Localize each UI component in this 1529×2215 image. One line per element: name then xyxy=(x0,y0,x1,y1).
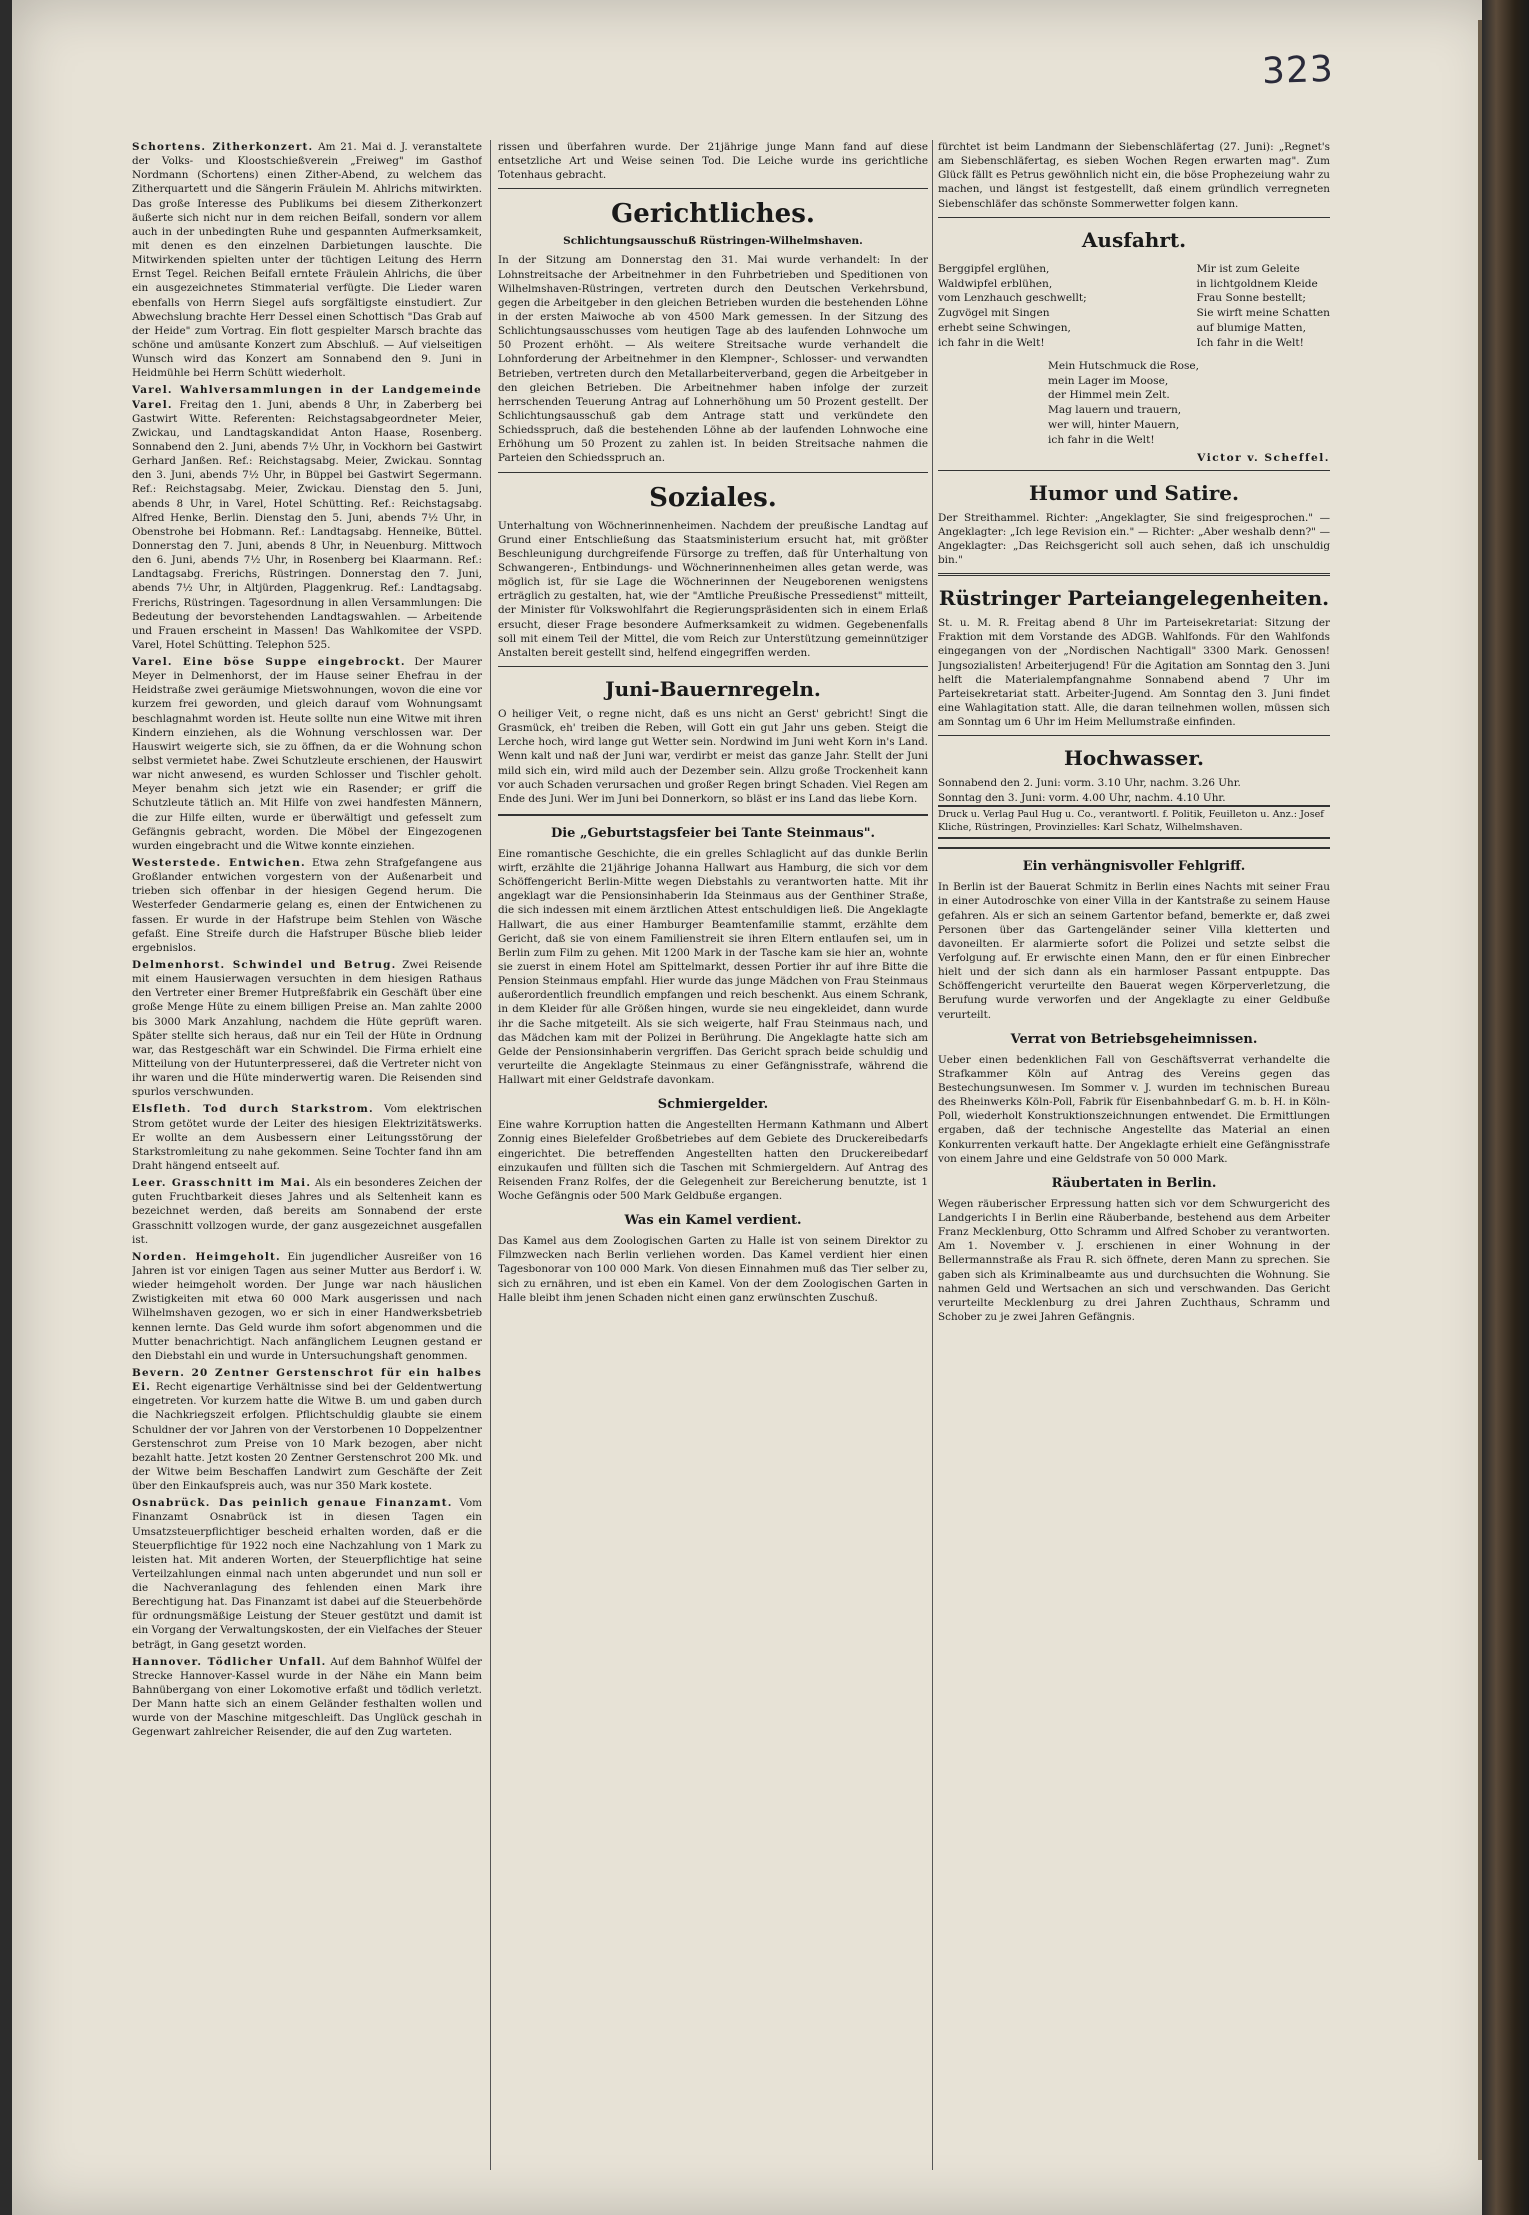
poem-line: auf blumige Matten, xyxy=(1196,322,1306,335)
poem-line: erhebt seine Schwingen, xyxy=(938,322,1071,335)
article-norden xyxy=(132,1250,482,1363)
article-heading: Westerstede. Entwichen. xyxy=(132,857,306,870)
poem-stanza xyxy=(938,262,1087,351)
article-text: Am 21. Mai d. J. veranstaltete der Volks- und Kloostschießverein „Freiweg" im Gasthof Nordmann (Schortens) einen Zither-Abend, zu welchem das Zitherquartett und die Sängerin Fräulein M. Ahlrichs mitwirkten. Das große Interesse des Publikums bei diesem Zitherkonzert äußerte sich nicht nur in dem reichen Beifall, sondern vor allem auch in der unbedingten Ruhe und gespannten Aufmerksamkeit, mit denen es den einzelnen Darbietungen lauschte. Die Mitwirkenden spielten unter der tüchtigen Leitung des Herrn Ernst Tegel. Reichen Beifall erntete Fräulein Ahlrichs, die über ein ausgezeichnetes Stimmaterial verfügte. Die Lieder waren ebenfalls von Herrn Siegel aufs sorgfältigste einstudiert. Zur Abwechslung brachte Herr Dessel einen Schottisch "Das Grab auf der Heide" zum Vortrag. Ein flott gespielter Marsch brachte das schöne und amüsante Konzert zum Abschluß. — Auf vielseitigen Wunsch wird das Konzert am Sonnabend den 9. Juni in Heidmühle bei Herrn Schütt wiederholt. xyxy=(132,141,482,380)
article-osnabrueck xyxy=(132,1496,482,1652)
divider xyxy=(938,847,1330,849)
article-heading-kamel: Was ein Kamel verdient. xyxy=(624,1213,802,1229)
article-heading: Hannover. Tödlicher Unfall. xyxy=(132,1655,327,1668)
book-spine xyxy=(1482,0,1529,2215)
poem-line: Sie wirft meine Schatten xyxy=(1196,307,1330,320)
article-heading: Elsfleth. Tod durch Starkstrom. xyxy=(132,1103,374,1116)
article-heading: Varel. Eine böse Suppe eingebrockt. xyxy=(132,656,406,669)
poem-author: Victor v. Scheffel. xyxy=(1197,451,1330,464)
divider xyxy=(938,573,1330,576)
article-body: O heiliger Veit, o regne nicht, daß es uns nicht an Gerst' gebricht! Singt die Grasmück, eh' treiben die Reben, will Gott ein gut Jahr uns geben. Steigt die Lerche hoch, wird lange gut Wetter sein. Nordwind im Juni weht Korn in's Land. Wenn kalt und naß der Juni war, verdirbt er meist das ganze Jahr. Stellt der Juni mild sich ein, wird mild auch der Dezember sein. Allzu große Trockenheit kann vor auch Schaden verursachen und großer Regen bringt Schaden. Viel Regen am Ende des Juni. Wer im Juni bei Donnerkorn, so bläst er ins Land das liebe Korn. xyxy=(498,707,928,805)
section-heading-juni: Juni-Bauernregeln. xyxy=(605,676,821,701)
article-heading-raeuber: Räubertaten in Berlin. xyxy=(1051,1175,1217,1191)
article-text: Vom Finanzamt Osnabrück ist in diesen Tagen ein Umsatzsteuerpflichtiger bescheid erhalten worden, daß er die Steuerpflichtige für 1922 noch eine Nachzahlung von 1 Mark zu leisten hat. Mit anderen Worten, der Steuerpflichtige hat seine Verteilzahlungen einmal nach unten abgerundet und nun soll er die Nachveranlagung des fehlenden einen Mark ihre Berechtigung hat. Das Finanzamt ist dabei auf die Steuerbehörde für ordnungsmäßige Leistung der Steuer gestützt und damit ist ein Vorgang der Verwaltungskosten, der ein Vielfaches der Steuer beträgt, in Gang gesetzt worden. xyxy=(132,1497,482,1651)
poem-line: mein Lager im Moose, xyxy=(1048,374,1169,387)
divider xyxy=(498,472,928,473)
column-right xyxy=(938,140,1330,2180)
article-text: Vom elektrischen Strom getötet wurde der Leiter des hiesigen Elektrizitätswerks. Er wollte an dem Ausbessern einer Leitungsstörung der Starkstromleitung zu nahe gekommen. Seine Tochter fand ihn am Draht hängend entseelt auf. xyxy=(132,1103,482,1172)
article-body: Der Streithammel. Richter: „Angeklagter, Sie sind freigesprochen." — Angeklagter: „Ich lege Revision ein." — Richter: „Aber weshalb denn?" — Angeklagter: „Das Reichsgericht soll auch sehen, daß ich unschuldig bin." xyxy=(938,511,1330,567)
article-heading-schmiergelder: Schmiergelder. xyxy=(657,1097,769,1113)
article-body: In der Sitzung am Donnerstag den 31. Mai wurde verhandelt: In der Lohnstreitsache der Arbeitnehmer in den Fuhrbetrieben und Speditionen von Wilhelmshaven-Rüstringen, vertreten durch den Deutschen Verkehrsbund, gegen die Arbeitgeber in den gleichen Betrieben wurden die bestehenden Löhne in der ersten Maiwoche ab von 4500 Mark gemessen. In der Sitzung des Schlichtungsausschusses vom heutigen Tage ab des laufenden Lohnwoche um 50 Prozent erhöht. — Als weitere Streitsache wurde verhandelt die Lohnforderung der Arbeitnehmer in den Klempner-, Schlosser- und verwandten Betrieben, vertreten durch den Metallarbeiterverband, gegen die Arbeitgeber in den gleichen Betrieben. Die Arbeitnehmer haben infolge der zurzeit herrschenden Teuerung Antrag auf Lohnerhöhung um 50 Prozent gestellt. Der Schlichtungsausschuß gab dem Antrage statt und verkündete den Schiedsspruch, daß die bestehenden Löhne ab der laufenden Lohnwoche eine Erhöhung um 50 Prozent zu zahlen ist. In beiden Streitsache nahmen die Parteien den Schiedsspruch an. xyxy=(498,254,928,465)
poem-line: ich fahr in die Welt! xyxy=(938,336,1045,349)
column-rule xyxy=(490,140,491,2170)
page-number: 323 xyxy=(1261,48,1335,93)
article-leer xyxy=(132,1176,482,1247)
article-text: Freitag den 1. Juni, abends 8 Uhr, in Zaberberg bei Gastwirt Witte. Referenten: Reichstagsabgeordneter Meier, Zwickau, und Landtagskandidat Anton Haase, Rosenberg. Sonnabend den 2. Juni, abends 7½ Uhr, in Vockhorn bei Gastwirt Gerhard Janßen. Ref.: Reichstagsabg. Meier, Zwickau. Sonntag den 3. Juni, abends 7½ Uhr, in Büppel bei Gastwirt Segermann. Ref.: Reichstagsabg. Meier, Zwickau. Dienstag den 5. Juni, abends 8 Uhr, in Varel, Hotel Schütting. Ref.: Reichstagsabg. Alfred Henke, Berlin. Dienstag den 5. Juni, abends 7½ Uhr, in Obenstrohe bei Hobmann. Ref.: Landtagsabg. Henneike, Büttel. Donnerstag den 7. Juni, abends 8 Uhr, in Neuenburg. Mittwoch den 6. Juni, abends 7½ Uhr, in Rosenberg bei Klaarmann. Ref.: Landtagsabg. Frerichs, Rüstringen. Donnerstag den 7. Juni, abends 7½ Uhr, in Altjürden, Plaggenkrug. Ref.: Landtagsabg. Frerichs, Rüstringen. Tagesordnung in allen Versammlungen: Die Bedeutung der bevorstehenden Landtagswahlen. — Arbeitende und Frauen erscheint in Massen! Das Wahlkomitee der VSPD. Varel, Hotel Schütting. Telephon 525. xyxy=(132,398,482,651)
column-left xyxy=(132,140,482,2180)
poem-line: Mir ist zum Geleite xyxy=(1196,262,1300,275)
article-body: Eine romantische Geschichte, die ein grelles Schlaglicht auf das dunkle Berlin wirft, erzählte die 21jährige Johanna Hallwart aus Hamburg, die sich vor dem Schöffengericht Berlin-Mitte wegen Diebstahls zu verantworten hatte. Mit ihr angeklagt war die Pensionsinhaberin Ida Steinmaus aus der Genthiner Straße, die sich indessen mit einem ärztlichen Attest entschuldigen ließ. Die Angeklagte Hallwart, die aus einer Hamburger Beamtenfamilie stammt, erzählte dem Gericht, daß sie von einem Familienstreit sie ihren Eltern entlaufen sei, um in Berlin zum Film zu gehen. Mit 1200 Mark in der Tasche kam sie hier an, wohnte sie zuerst in einem Hotel am Spittelmarkt, dessen Portier ihr auf ihre Bitte die Pension Steinmaus empfahl. Hier wurde das junge Mädchen von Frau Steinmaus außerordentlich freundlich empfangen und reich beschenkt. Aus einem Schrank, in dem Kleider für alle Größen hingen, wurde sie neu eingekleidet, dann wurde ihr die Sache mitgeteilt. Als sie sich weigerte, half Frau Steinmaus nach, und das Mädchen kam mit der Polizei in Berührung. Die Angeklagte hatte sich am Gelde der Pensionsinhaberin vergriffen. Das Gericht sprach beide schuldig und verurteilte die Angeklagte Steinmaus zu einer Gefängnisstrafe, während die Hallwart mit einer Geldstrafe davonkam. xyxy=(498,847,928,1087)
poem-line: Mein Hutschmuck die Rose, xyxy=(1048,359,1200,372)
article-list xyxy=(132,140,482,1740)
section-heading-gericht: Gerichtliches. xyxy=(611,199,815,230)
poem-line: Waldwipfel erblühen, xyxy=(938,277,1053,290)
article-text: Auf dem Bahnhof Wülfel der Strecke Hannover-Kassel wurde in der Nähe ein Mann beim Bahnübergang von einer Lokomotive erfaßt und tödlich verletzt. Der Mann hatte sich an einem Geländer festhalten wollen und wurde von der Maschine mitgeschleift. Das Unglück geschah in Gegenwart zahlreicher Reisender, die auf den Zug warteten. xyxy=(132,1655,482,1739)
section-heading-partei: Rüstringer Parteiangelegenheiten. xyxy=(938,586,1330,611)
divider xyxy=(938,470,1330,471)
poem-line: Mag lauern und trauern, xyxy=(1048,404,1182,417)
article-continuation: rissen und überfahren wurde. Der 21jährige junge Mann fand auf diese entsetzliche Art und Weise seinen Tod. Die Leiche wurde ins gerichtliche Totenhaus gebracht. xyxy=(498,141,928,182)
section-heading-hochwasser: Hochwasser. xyxy=(1063,746,1205,771)
section-subheading: Schlichtungsausschuß Rüstringen-Wilhelmshaven. xyxy=(563,235,863,248)
poem-line: Frau Sonne bestellt; xyxy=(1196,292,1307,305)
imprint: Druck u. Verlag Paul Hug u. Co., verantwortl. f. Politik, Feuilleton u. Anz.: Josef Kliche, Rüstringen, Provinzielles: Karl Schatz, Wilhelmshaven. xyxy=(938,805,1330,839)
column-rule xyxy=(932,140,933,2170)
poem-title: Ausfahrt. xyxy=(1081,227,1187,252)
poem-stanza xyxy=(938,359,1330,448)
article-heading: Norden. Heimgeholt. xyxy=(132,1250,281,1263)
divider xyxy=(938,735,1330,736)
article-body: Das Kamel aus dem Zoologischen Garten zu Halle ist von seinem Direktor zu Filmzwecken nach Berlin verliehen worden. Das Kamel verdient hier einen Tagesbonorar von 100 000 Mark. Von diesen Einnahmen muß das Tier selber zu, sich zu ernähren, und ist eben ein Kamel. Von der dem Zoologischen Garten in Halle bleibt ihm jenen Schaden nicht einen ganz erwünschten Zuschuß. xyxy=(498,1235,928,1304)
article-heading-geburtstag: Die „Geburtstagsfeier bei Tante Steinmaus". xyxy=(550,825,876,841)
article-westerstede xyxy=(132,856,482,955)
article-heading: Bevern. 20 Zentner Gerstenschrot für ein halbes Ei. xyxy=(132,1366,482,1394)
section-heading-humor: Humor und Satire. xyxy=(1029,480,1239,505)
divider xyxy=(498,666,928,667)
article-text: Recht eigenartige Verhältnisse sind bei der Geldentwertung eingetreten. Vor kurzem hatte die Witwe B. um und gaben durch die Nachkriegszeit erfolgen. Pflichtschuldig glaubte sie einem Schuldner der vor Jahren von der Verstorbenen 10 Doppelzentner Gerstenschrot zum Preise von 10 Mark bezogen, aber nicht bezahlt hatte. Jetzt kosten 20 Zentner Gerstenschrot 200 Mk. und der Witwe beim Beschaffen Landwirt zum Geschäfte der Zeit über den Einkaufspreis auch, was nur 350 Mark kostete. xyxy=(132,1381,482,1493)
article-heading: Leer. Grasschnitt im Mai. xyxy=(132,1177,312,1190)
poem-line: Zugvögel mit Singen xyxy=(938,307,1050,320)
poem-line: vom Lenzhauch geschwellt; xyxy=(938,292,1087,305)
divider xyxy=(938,217,1330,218)
article-heading-verrat: Verrat von Betriebsgeheimnissen. xyxy=(1010,1031,1258,1047)
article-elsfleth xyxy=(132,1102,482,1173)
article-varel1 xyxy=(132,383,482,652)
article-body: Ueber einen bedenklichen Fall von Geschäftsverrat verhandelte die Strafkammer Köln auf Antrag des Vereins gegen das Bestechungsunwesen. Im Sommer v. J. wurden im technischen Bureau des Rheinwerks Köln-Poll, Fabrik für Eisenbahnbedarf G. m. b. H. in Köln-Poll, wiederholt Konstruktionszeichnungen entwendet. Die Ermittlungen ergaben, daß der technische Angestellte das Material an einen Konkurrenten verkauft hatte. Der Angeklagte erhielt eine Gefängnisstrafe von einem Jahre und eine Geldstrafe von 50 000 Mark. xyxy=(938,1053,1330,1165)
article-body: Eine wahre Korruption hatten die Angestellten Hermann Kathmann und Albert Zonnig eines Bielefelder Großbetriebes auf dem Gebiete des Druckereibedarfs eingerichtet. Die betreffenden Angestellten hatten den Druckereibedarf einzukaufen und füllten sich die Taschen mit Schmiergeldern. Auf Antrag des Reisenden Franz Rolfes, der die Gelegenheit zur Bereicherung benutzte, ist 1 Woche Gefängnis oder 500 Mark Geldbuße ergangen. xyxy=(498,1119,928,1203)
article-schortens xyxy=(132,140,482,380)
article-body: In Berlin ist der Bauerat Schmitz in Berlin eines Nachts mit seiner Frau in einer Autodroschke von einer Villa in der Kantstraße zu seinem Hause gefahren. Als er sich an seinem Gartentor befand, bemerkte er, daß zwei Personen über das Gartengeländer seiner Villa kletterten und davoneilten. Er alarmierte sofort die Polizei und setzte selbst die Verfolgung auf. Er erwischte einen Mann, den er für einen Einbrecher hielt und der sich dann als ein harmloser Passant entpuppte. Das Schöffengericht verurteilte den Bauerat wegen Körperverletzung, die Berufung wurde verworfen und der Angeklagte zu einer Geldbuße verurteilt. xyxy=(938,881,1330,1021)
poem-line: der Himmel mein Zelt. xyxy=(1048,389,1170,402)
article-heading: Varel. Wahlversammlungen in der Landgemeinde Varel. xyxy=(132,384,482,411)
article-body: St. u. M. R. Freitag abend 8 Uhr im Parteisekretariat: Sitzung der Fraktion mit dem Vorstande des ADGB. Wahlfonds. Für den Wahlfonds eingegangen von der „Nordischen Nachtigall" 3300 Mark. Genossen! Jungsozialisten! Arbeiterjugend! Für die Agitation am Sonntag den 3. Juni helft die Materialempfangnahme Sonnabend abend 7 Uhr im Parteisekretariat statt. Arbeiter-Jugend. Am Sonntag den 3. Juni findet eine Wahlagitation statt. Alle, die daran teilnehmen wollen, müssen sich am Sonntag um 6 Uhr im Heim Mellumstraße einfinden. xyxy=(938,617,1330,729)
divider xyxy=(498,814,928,816)
poem-line: Berggipfel erglühen, xyxy=(938,262,1050,275)
poem-line: wer will, hinter Mauern, xyxy=(1048,418,1180,431)
article-text: Zwei Reisende mit einem Hausierwagen versuchten in dem hiesigen Rathaus den Vertreter einer Bremer Hutpreßfabrik ein Geschäft über eine große Menge Hüte zu einem billigen Preise an. Man zahlte 2000 bis 3000 Mark Anzahlung, nachdem die Hüte geprüft waren. Später stellte sich heraus, daß nur ein Teil der Hüte in Ordnung war, das Restgeschäft war ein Schwindel. Die Firma erhielt eine Mitteilung von der Hutunterpresserei, daß die Vertreter nicht von ihr waren und die Hüte minderwertig waren. Die Reisenden sind spurlos verschwunden. xyxy=(132,959,482,1099)
article-bevern xyxy=(132,1366,482,1493)
poem-stanzas xyxy=(938,258,1330,355)
article-text: Etwa zehn Strafgefangene aus Großlander entwichen vorgestern von der Außenarbeit und trieben sich offenbar in der hiesigen Gegend herum. Die Westerfeder Gendarmerie gelang es, einen der Entwichenen zu fassen. Er wurde in der Hafstrupe beim Stehlen von Wäsche gefaßt. Eine Streife durch die Hafstruper Büsche blieb leider ergebnislos. xyxy=(132,857,482,954)
poem-line: in lichtgoldnem Kleide xyxy=(1196,277,1318,290)
article-body: Wegen räuberischer Erpressung hatten sich vor dem Schwurgericht des Landgerichts I in Berlin eine Räuberbande, bestehend aus dem Arbeiter Franz Mecklenburg, Otto Schramm und Alfred Schober zu verantworten. Am 1. November v. J. erschienen in einer Wohnung in der Bellermannstraße als Frau R. sich öffnete, deren Mann zu sprechen. Sie gaben sich als Kriminalbeamte aus und durchsuchten die Wohnung. Sie nahmen Geld und Wertsachen an sich und verschwanden. Das Gericht verurteilte Mecklenburg zu drei Jahren Zuchthaus, Schramm und Schober zu je zwei Jahren Gefängnis. xyxy=(938,1197,1330,1323)
article-heading: Delmenhorst. Schwindel und Betrug. xyxy=(132,959,397,972)
article-varel2 xyxy=(132,655,482,853)
section-heading-soziales: Soziales. xyxy=(649,482,777,513)
article-text: Als ein besonderes Zeichen der guten Fruchtbarkeit dieses Jahres und als Seltenheit kann es bezeichnet werden, daß bereits am Sonnabend der erste Grasschnitt vollzogen wurde, der ganz ausgezeichnet ausgefallen ist. xyxy=(132,1177,482,1246)
article-hannover xyxy=(132,1655,482,1740)
article-heading: Osnabrück. Das peinlich genaue Finanzamt. xyxy=(132,1497,453,1510)
article-heading-fehlgriff: Ein verhängnisvoller Fehlgriff. xyxy=(1022,859,1246,875)
divider xyxy=(498,188,928,189)
poem-stanza xyxy=(1197,262,1330,351)
article-text: Ein jugendlicher Ausreißer von 16 Jahren ist vor einigen Tagen aus seiner Mutter aus Berdorf i. W. wieder heimgeholt worden. Der Junge war nach häuslichen Zwistigkeiten mit etwa 60 000 Mark ausgerissen und nach Wilhelmshaven gezogen, wo er sich in einer Handwerksbetrieb kennen lernte. Das Geld wurde ihm sofort abgenommen und die Mutter benachrichtigt. Nach anfänglichem Leugnen gestand er den Diebstahl ein und wurde in Untersuchungshaft genommen. xyxy=(132,1250,482,1362)
article-heading: Schortens. Zitherkonzert. xyxy=(132,141,314,153)
tide-row: Sonntag den 3. Juni: vorm. 4.00 Uhr, nachm. 4.10 Uhr. xyxy=(938,791,1226,804)
article-continuation: fürchtet ist beim Landmann der Siebenschläfertag (27. Juni): „Regnet's am Siebenschläfertag, es sieben Wochen Regen erwarten mag". Zum Glück fällt es Petrus gewöhnlich nicht ein, die böse Prophezeiung wahr zu machen, und längst ist festgestellt, daß einem gründlich verregneten Siebenschläfer das schönste Sommerwetter folgen kann. xyxy=(938,141,1330,210)
poem-line: ich fahr in die Welt! xyxy=(1048,433,1155,446)
tide-row: Sonnabend den 2. Juni: vorm. 3.10 Uhr, nachm. 3.26 Uhr. xyxy=(938,777,1241,790)
column-middle xyxy=(498,140,928,2180)
poem-line: Ich fahr in die Welt! xyxy=(1196,336,1304,349)
article-delmenhorst xyxy=(132,958,482,1099)
article-body: Unterhaltung von Wöchnerinnenheimen. Nachdem der preußische Landtag auf Grund einer Entschließung das Staatsministerium ersucht hat, mit größter Beschleunigung durchgreifende Fürsorge zu treffen, daß für Unterhaltung von Schwangeren-, Entbindungs- und Wöchnerinnenheimen alles getan werde, was möglich ist, für sie Lage die Wöchnerinnen der Neugeborenen wenigstens erträglich zu gestalten, hat, wie der "Amtliche Preußische Pressedienst" mitteilt, der Minister für Volkswohlfahrt die Regierungspräsidenten sich in einem Erlaß ersucht, dieser Frage besondere Aufmerksamkeit zu widmen. Gegebenenfalls soll mit einem Teil der Mittel, die vom Reich zur Unterstützung gemeinnütziger Anstalten bereit gestellt sind, helfend eingegriffen werden. xyxy=(498,519,928,659)
article-text: Der Maurer Meyer in Delmenhorst, der im Hause seiner Ehefrau in der Heidstraße zwei geräumige Mietswohnungen, wovon die eine vor kurzem frei geworden, und gleich darauf vom Wohnungsamt beschlagnahmt worden ist. Heute sollte nun eine Witwe mit ihren Kindern einziehen, als die Wohnung verschlossen war. Der Hauswirt weigerte sich, sie zu öffnen, da er die Wohnung schon selbst vermietet habe. Zwei Schutzleute erschienen, der Hauswirt war nicht anwesend, es wurden Schlosser und Tischler geholt. Meyer benahm sich jetzt wie ein Rasender; er griff die Schutzleute tätlich an. Mit Hilfe von zwei handfesten Männern, die zur Hilfe eilten, wurde er überwältigt und gefesselt zum Gefängnis gebracht, worden. Die Möbel der Eingezogenen wurden eingebracht und die Witwe konnte einziehen. xyxy=(132,656,482,852)
